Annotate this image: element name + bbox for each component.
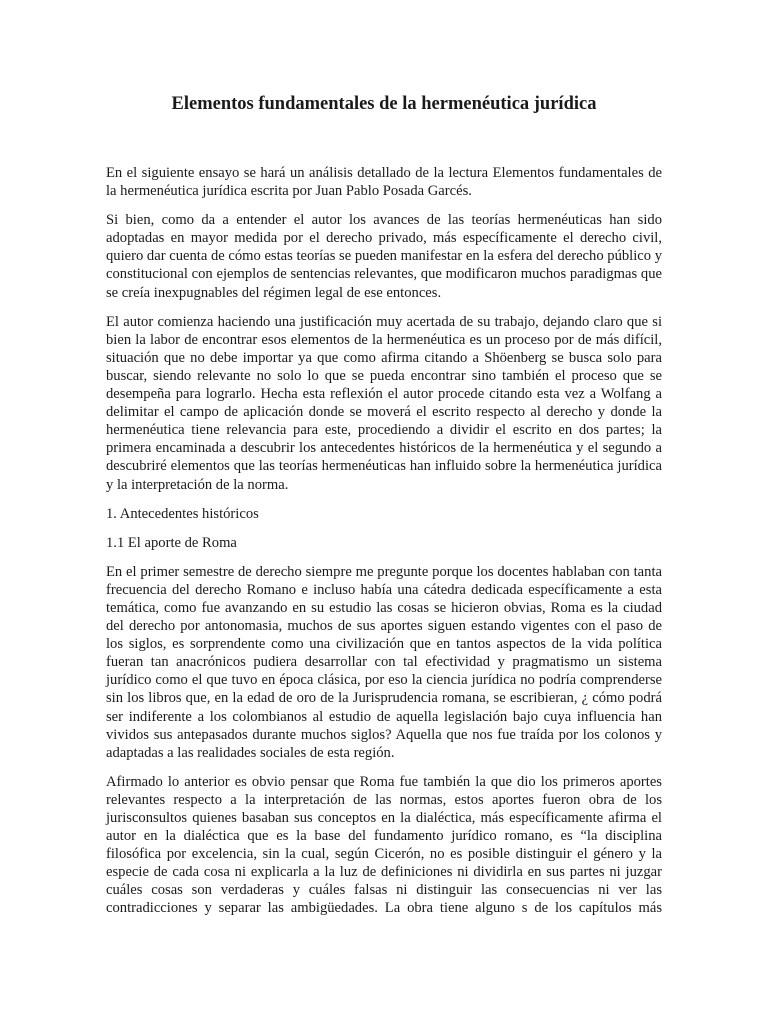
section-heading: 1. Antecedentes históricos: [106, 505, 259, 522]
subsection-heading: 1.1 El aporte de Roma: [106, 534, 237, 551]
document-body: [106, 164, 662, 929]
paragraph-3: El autor comienza haciendo una justificación muy acertada de su trabajo, dejando claro que si bien la labor de encontrar esos elementos de la hermenéutica es un proceso por de más difícil, situación que no debe importar ya que como afirma citando a Shöenberg se busca solo para buscar, siendo relevante no solo lo que se pueda encontrar sino también el proceso que se desempeña para lograrlo. Hecha esta reflexión el autor procede citando esta vez a Wolfang a delimitar el campo de aplicación donde se moverá el escrito respecto al derecho y donde la hermenéutica tiene relevancia para este, procediendo a dividir el escrito en dos partes; la primera encaminada a descubrir los antecedentes históricos de la hermenéutica y el segundo a descubriré elementos que las teorías hermenéuticas han influido sobre la hermenéutica jurídica y la interpretación de la norma.: [106, 313, 662, 493]
paragraph-2: Si bien, como da a entender el autor los avances de las teorías hermenéuticas han sido adoptadas en mayor medida por el derecho privado, más específicamente el derecho civil, quiero dar cuenta de cómo estas teorías se pueden manifestar en la esfera del derecho público y constitucional con ejemplos de sentencias relevantes, que modificaron muchos paradigmas que se creía inexpugnables del régimen legal de ese entonces.: [106, 212, 662, 301]
paragraph-5: Afirmado lo anterior es obvio pensar que Roma fue también la que dio los primeros aportes relevantes respecto a la interpretación de las normas, estos aportes fueron obra de los jurisconsultos quienes basaban sus conceptos en la dialéctica, más específicamente afirma el autor en la dialéctica que es la base del fundamento jurídico romano, es “la disciplina filosófica por excelencia, sin la cual, según Cicerón, no es posible distinguir el género y la especie de cada cosa ni explicarla a la luz de definiciones ni dividirla en sus partes ni juzgar cuáles cosas son verdaderas y cuáles falsas ni distinguir las consecuencias ni ver las contradicciones y separar las ambigüedades. La obra tiene alguno s de los capítulos más: [106, 773, 662, 917]
intro-paragraph: En el siguiente ensayo se hará un análisis detallado de la lectura Elementos fundamentales de la hermenéutica jurídica escrita por Juan Pablo Posada Garcés.: [106, 165, 662, 200]
document-title: Elementos fundamentales de la hermenéutica jurídica: [171, 94, 597, 114]
paragraph-4: En el primer semestre de derecho siempre me pregunte porque los docentes hablaban con tanta frecuencia del derecho Romano e incluso había una cátedra dedicada específicamente a esta temática, como fue avanzando en su estudio las cosas se hicieron obvias, Roma es la ciudad del derecho por antonomasia, muchos de sus aportes siguen estando vigentes con el paso de los siglos, es sorprendente como una civilización que en tantos aspectos de la vida política fueran tan anacrónicos pudiera desarrollar con tal efectividad y pragmatismo un sistema jurídico como el que tuvo en época clásica, por eso la ciencia jurídica no podría comprenderse sin los libros que, en la edad de oro de la Jurisprudencia romana, se escribieran, ¿ cómo podrá ser indiferente a los colombianos al estudio de aquella legislación bajo cuya influencia han vividos sus antepasados durante muchos siglos? Aquella que nos fue traída por los colonos y adaptadas a las realidades sociales de esta región.: [106, 563, 662, 761]
